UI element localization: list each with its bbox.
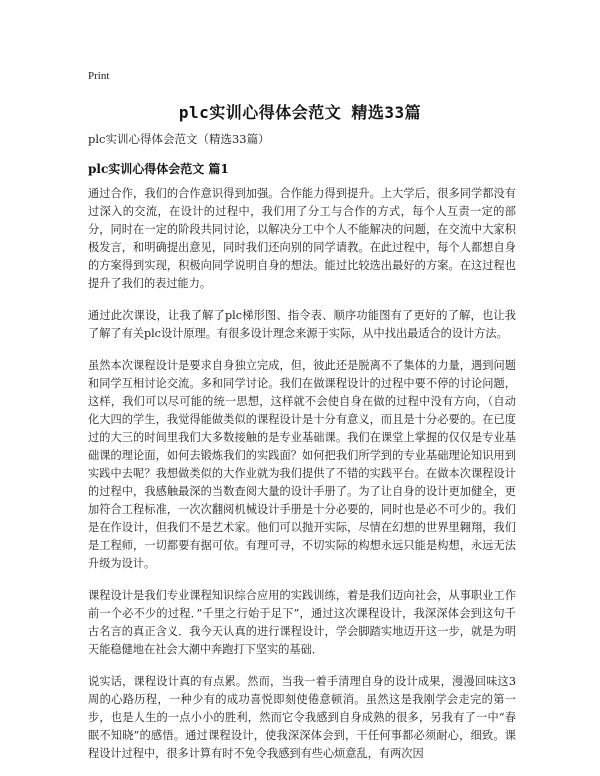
print-label: Print [88,70,110,82]
paragraph: 课程设计是我们专业课程知识综合应用的实践训练，着是我们迈向社会，从事职业工作前一个必不少的过程．”千里之行始于足下”，通过这次课程设计，我深深体会到这句千古名言的真正含义．我今天认真的进行课程设计，学会脚踏实地迈开这一步，就是为明天能稳健地在社会大潮中奔跑打下坚实的基础． [88,589,516,656]
document-subtitle: plc实训心得体会范文（精选33篇） [88,132,270,146]
paragraph: 说实话，课程设计真的有点累。然而，当我一着手清理自身的设计成果，漫漫回味这3周的心路历程，一种少有的成功喜悦即刻使倦意顿消。虽然这是我刚学会走完的第一步，也是人生的一点小小的胜利，然而它令我感到自身成熟的很多，另我有了一中“春眠不知晓”的感悟。通过课程设计，使我深深体会到，干任何事都必须耐心，细致。课程设计过程中，很多计算有时不免令我感到有些心烦意乱，有两次因 [88,675,516,760]
paragraph: 通过此次课设，让我了解了plc梯形图、指令表、顺序功能图有了更好的了解，也让我了解了有关plc设计原理。有很多设计理念来源于实际，从中找出最适合的设计方法。 [88,309,516,340]
paragraph: 虽然本次课程设计是要求自身独立完成，但，彼此还是脱离不了集体的力量，遇到问题和同学互相讨论交流。多和同学讨论。我们在做课程设计的过程中要不停的讨论问题，这样，我们可以尽可能的统一思想，这样就不会使自身在做的过程中没有方向，（自动化大四的学生，我觉得能做类似的课程设计是十分有意义，而且是十分必要的。在已度过的大三的时间里我们大多数接触的是专业基础课。我们在课堂上掌握的仅仅是专业基础课的理论面，如何去锻炼我们的实践面？如何把我们所学到的专业基础理论知识用到实践中去呢？我想做类似的大作业就为我们提供了不错的实践平台。在做本次课程设计的过程中，我感触最深的当数查阅大量的设计手册了。为了让自身的设计更加健全，更加符合工程标准，一次次翻阅机械设计手册是十分必要的，同时也是必不可少的。我们是在作设计，但我们不是艺术家。他们可以抛开实际，尽情在幻想的世界里翱翔，我们是工程师，一切都要有据可依。有理可寻，不切实际的构想永远只能是构想，永远无法升级为设计。 [88,359,516,570]
paragraph: 通过合作，我们的合作意识得到加强。合作能力得到提升。上大学后，很多同学都没有过深入的交流，在设计的过程中，我们用了分工与合作的方式，每个人互责一定的部分，同时在一定的阶段共同讨论，以解决分工中个人不能解决的问题，在交流中大家积极发言，和明确提出意见，同时我们还向别的同学请教。在此过程中，每个人都想自身的方案得到实现，积极向同学说明自身的想法。能过比较选出最好的方案。在这过程也提升了我们的表过能力。 [88,187,516,290]
document-body [88,185,516,776]
section-heading: plc实训心得体会范文 篇1 [88,162,229,176]
page-title: plc实训心得体会范文 精选33篇 [178,103,422,122]
